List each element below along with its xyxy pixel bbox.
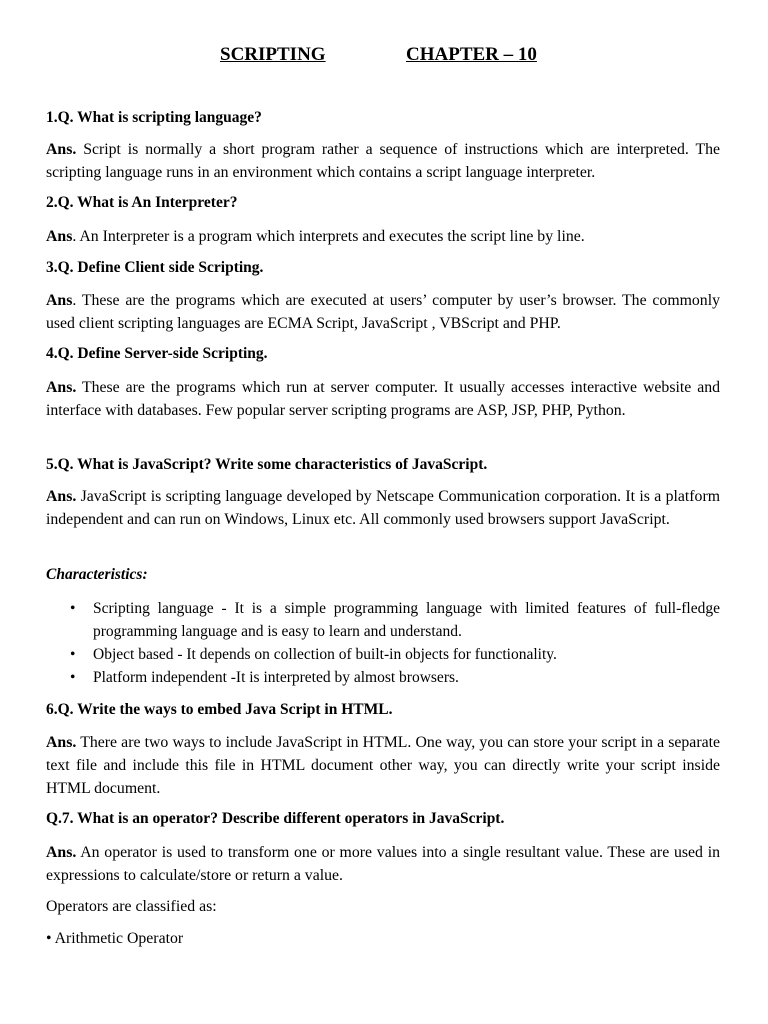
ans-label: Ans. [46, 488, 77, 505]
answer-7 [46, 841, 720, 887]
bullet-icon: • [70, 600, 76, 617]
answer-6 [46, 731, 720, 800]
answer-3 [46, 289, 720, 335]
list-item: • Platform independent -It is interpreted by almost browsers. [46, 666, 720, 689]
answer-2 [46, 225, 720, 248]
ans-label: Ans. [46, 141, 77, 158]
question-1: 1.Q. What is scripting language? [46, 109, 262, 126]
bullet-icon: • [70, 646, 76, 663]
subject-title: SCRIPTING [220, 44, 326, 65]
answer-1-text: Script is normally a short program rather a sequence of instructions which are interpreted. The scripting language runs in an environment which contains a script language interpreter. [46, 141, 720, 181]
question-2: 2.Q. What is An Interpreter? [46, 194, 238, 211]
answer-5-text: JavaScript is scripting language developed by Netscape Communication corporation. It is a platform independent and can run on Windows, Linux etc. All commonly used browsers support JavaScript. [46, 488, 721, 528]
ans-label: Ans [46, 228, 73, 245]
answer-1 [46, 138, 720, 184]
list-item: • Scripting language - It is a simple programming language with limited features of full-fledge programming language and is easy to learn and understand. [46, 597, 720, 643]
bullet-icon: • [70, 669, 76, 686]
list-item: • Object based - It depends on collection of built-in objects for functionality. [46, 643, 720, 666]
answer-4-text: These are the programs which run at server computer. It usually accesses interactive website and interface with databases. Few popular server scripting programs are ASP, JSP, PHP, Python. [46, 379, 721, 419]
chapter-title: CHAPTER – 10 [406, 44, 537, 65]
question-7: Q.7. What is an operator? Describe different operators in JavaScript. [46, 810, 505, 827]
answer-2-text: . An Interpreter is a program which interprets and executes the script line by line. [72, 228, 585, 245]
question-3: 3.Q. Define Client side Scripting. [46, 259, 264, 276]
question-4: 4.Q. Define Server-side Scripting. [46, 345, 268, 362]
ans-label: Ans. [46, 844, 77, 861]
question-5: 5.Q. What is JavaScript? Write some characteristics of JavaScript. [46, 456, 488, 473]
ans-label: Ans [46, 292, 73, 309]
answer-7-text: An operator is used to transform one or more values into a single resultant value. These are used in expressions to calculate/store or return a value. [46, 844, 721, 884]
operator-item: • Arithmetic Operator [46, 930, 184, 947]
answer-6-text: There are two ways to include JavaScript in HTML. One way, you can store your script in a separate text file and include this file in HTML document other way, you can directly write your script inside HTML document. [46, 734, 720, 797]
characteristics-heading: Characteristics: [46, 566, 148, 583]
ans-label: Ans. [46, 379, 77, 396]
answer-5 [46, 485, 720, 531]
ans-label: Ans. [46, 734, 77, 751]
answer-4 [46, 376, 720, 422]
answer-3-text: . These are the programs which are executed at users’ computer by user’s browser. The commonly used client scripting languages are ECMA Script, JavaScript , VBScript and PHP. [46, 292, 720, 332]
question-6: 6.Q. Write the ways to embed Java Script in HTML. [46, 701, 393, 718]
operators-intro: Operators are classified as: [46, 898, 217, 915]
characteristics-list [46, 597, 720, 689]
